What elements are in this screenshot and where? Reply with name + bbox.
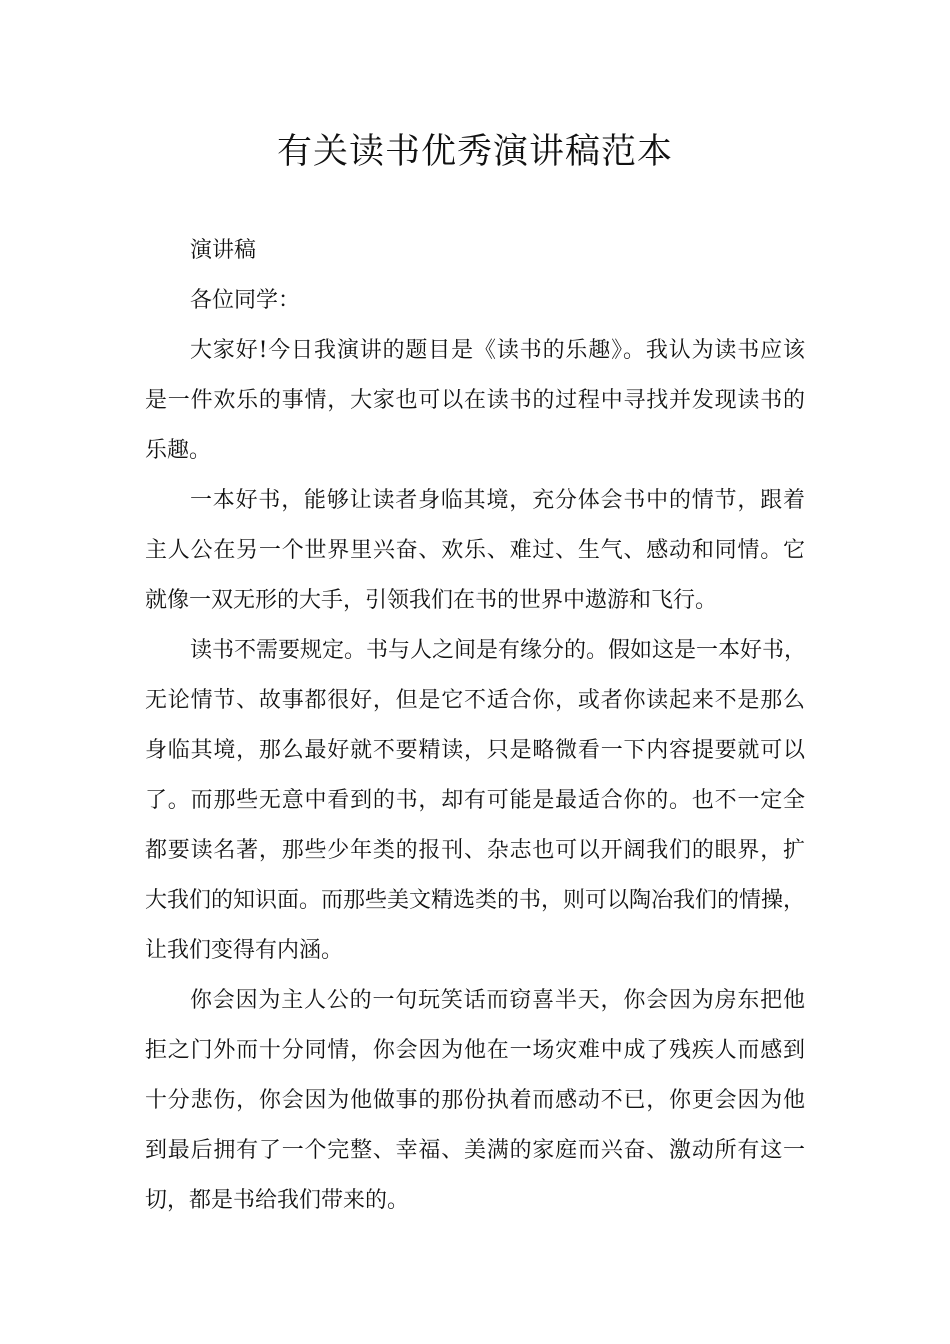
- paragraph-2-line-3: 就像一双无形的大手，引领我们在书的世界中遨游和飞行。: [145, 588, 718, 613]
- paragraph-1-line-3: 乐趣。: [145, 438, 212, 463]
- paragraph-2-line-2: 主人公在另一个世界里兴奋、欢乐、难过、生气、感动和同情。它: [145, 538, 805, 563]
- paragraph-4-line-5: 切，都是书给我们带来的。: [145, 1188, 410, 1213]
- paragraph-4-line-2: 拒之门外而十分同情，你会因为他在一场灾难中成了残疾人而感到: [145, 1038, 805, 1063]
- paragraph-3-line-4: 了。而那些无意中看到的书，却有可能是最适合你的。也不一定全: [145, 788, 805, 813]
- paragraph-3-line-1: 读书不需要规定。书与人之间是有缘分的。假如这是一本好书，: [190, 638, 807, 663]
- paragraph-4-line-1: 你会因为主人公的一句玩笑话而窃喜半天，你会因为房东把他: [190, 988, 805, 1013]
- paragraph-3-line-2: 无论情节、故事都很好，但是它不适合你，或者你读起来不是那么: [145, 688, 805, 713]
- document-label: 演讲稿: [190, 238, 257, 263]
- paragraph-1-line-1: 大家好!今日我演讲的题目是《读书的乐趣》。我认为读书应该: [190, 338, 805, 363]
- document-title: 有关读书优秀演讲稿范本: [276, 132, 673, 172]
- paragraph-3-line-6: 大我们的知识面。而那些美文精选类的书，则可以陶冶我们的情操，: [145, 888, 806, 913]
- paragraph-4-line-4: 到最后拥有了一个完整、幸福、美满的家庭而兴奋、激动所有这一: [145, 1138, 805, 1163]
- paragraph-1-line-2: 是一件欢乐的事情，大家也可以在读书的过程中寻找并发现读书的: [145, 388, 805, 413]
- paragraph-3-line-3: 身临其境，那么最好就不要精读，只是略微看一下内容提要就可以: [145, 738, 805, 763]
- paragraph-2-line-1: 一本好书，能够让读者身临其境，充分体会书中的情节，跟着: [190, 488, 805, 513]
- paragraph-4-line-3: 十分悲伤，你会因为他做事的那份执着而感动不已，你更会因为他: [145, 1088, 805, 1113]
- salutation: 各位同学：: [190, 288, 301, 313]
- paragraph-3-line-5: 都要读名著，那些少年类的报刊、杂志也可以开阔我们的眼界，扩: [145, 838, 805, 863]
- paragraph-3-line-7: 让我们变得有内涵。: [145, 938, 344, 963]
